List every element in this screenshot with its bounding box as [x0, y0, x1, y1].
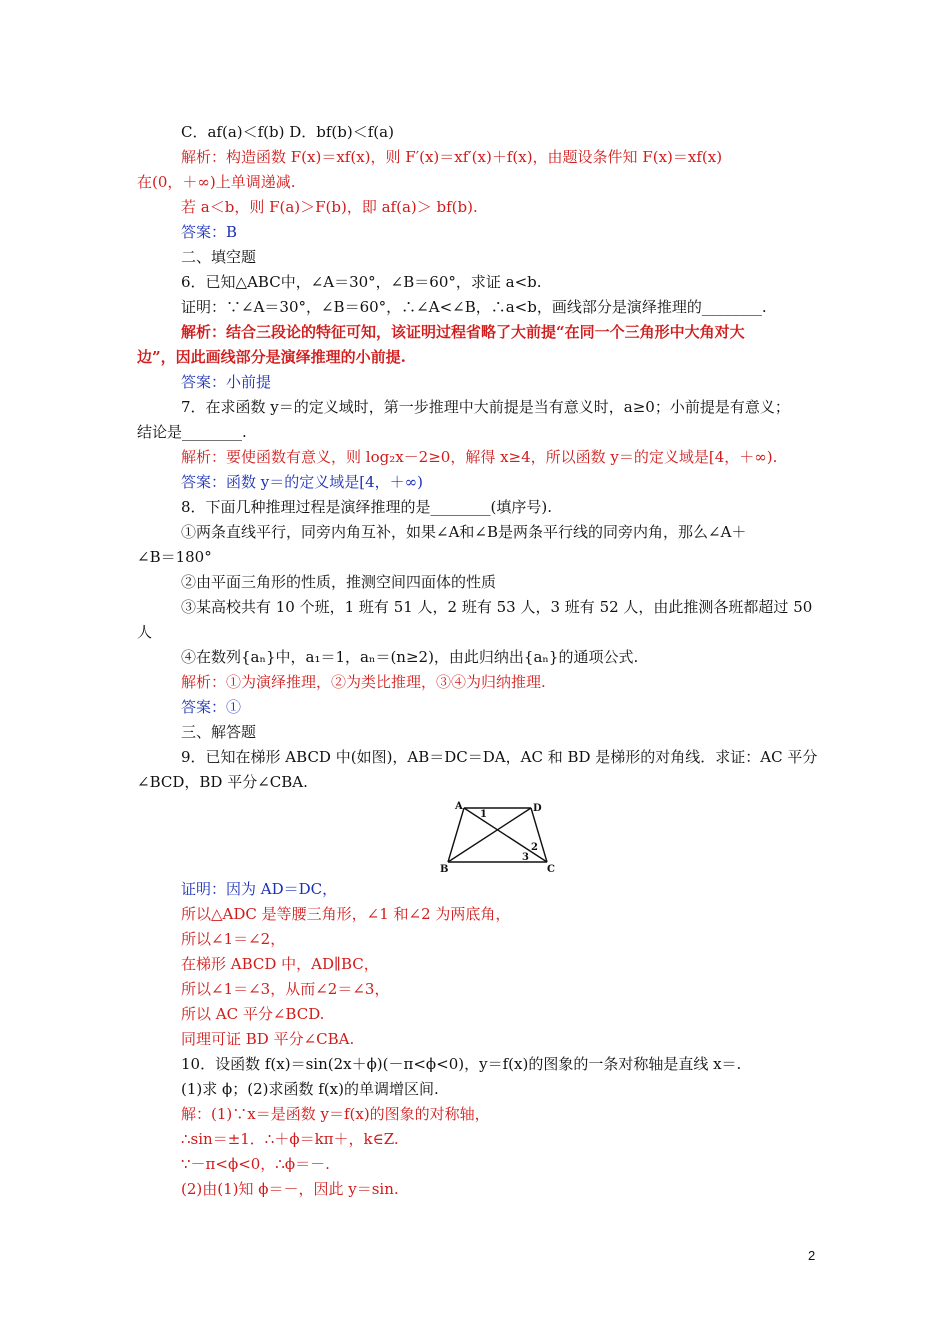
answer-5: 答案：B [181, 223, 238, 241]
vertex-c-label: C [547, 864, 555, 875]
section-fill-blank: 二、填空题 [181, 248, 257, 266]
question-8-item-1-cont: ∠B＝180° [137, 548, 212, 566]
answer-6: 答案：小前提 [181, 373, 272, 391]
question-9-cont: ∠BCD，BD 平分∠CBA. [137, 773, 308, 791]
solution-10-line-1: 解：(1)∵x＝是函数 y＝f(x)的图象的对称轴， [181, 1105, 490, 1123]
vertex-a-label: A [455, 801, 463, 812]
proof-9-line-4: 在梯形 ABCD 中，AD∥BC， [181, 955, 379, 973]
proof-9-line-2: 所以△ADC 是等腰三角形，∠1 和∠2 为两底角， [181, 905, 511, 923]
question-9: 9．已知在梯形 ABCD 中(如图)，AB＝DC＝DA，AC 和 BD 是梯形的对角线．求证：AC 平分 [181, 748, 818, 766]
proof-9-line-6: 所以 AC 平分∠BCD. [181, 1005, 325, 1023]
solution-10-line-2: ∴sin＝±1．∴＋ϕ＝kπ＋，k∈Z. [181, 1130, 399, 1148]
diagonal-ac [464, 808, 547, 862]
question-8-item-2: ②由平面三角形的性质，推测空间四面体的性质 [181, 573, 497, 591]
angle-2-label: 2 [531, 842, 538, 853]
analysis-5-cont: 在(0，＋∞)上单调递减. [137, 173, 296, 191]
question-8-item-1: ①两条直线平行，同旁内角互补，如果∠A和∠B是两条平行线的同旁内角，那么∠A＋ [181, 523, 747, 541]
question-6-proof: 证明：∵∠A＝30°，∠B＝60°，∴∠A<∠B，∴a<b，画线部分是演绎推理的________. [181, 298, 767, 316]
question-8-item-3: ③某高校共有 10 个班，1 班有 51 人，2 班有 53 人，3 班有 52 人，由此推测各班都超过 50 [181, 598, 813, 616]
proof-9-line-5: 所以∠1＝∠3，从而∠2＝∠3， [181, 980, 390, 998]
choices-cd: C．af(a)＜f(b) D．bf(b)＜f(a) [181, 123, 394, 141]
question-8: 8．下面几种推理过程是演绎推理的是________(填序号). [181, 498, 553, 516]
question-8-item-3-cont: 人 [137, 623, 153, 641]
solution-10-line-4: (2)由(1)知 ϕ＝－，因此 y＝sin. [181, 1180, 399, 1198]
vertex-d-label: D [533, 803, 542, 814]
question-7-cont: 结论是________. [137, 423, 247, 441]
proof-9-line-3: 所以∠1＝∠2， [181, 930, 286, 948]
analysis-5-cont2: 若 a＜b，则 F(a)＞F(b)，即 af(a)＞ bf(b). [181, 198, 478, 216]
page-number: 2 [808, 1248, 816, 1263]
analysis-7: 解析：要使函数有意义，则 log₂x－2≥0，解得 x≥4，所以函数 y＝的定义域是[4，＋∞). [181, 448, 778, 466]
diagonal-bd [448, 808, 531, 862]
question-10-parts: (1)求 ϕ；(2)求函数 f(x)的单调增区间. [181, 1080, 439, 1098]
solution-10-line-3: ∵－π<ϕ<0，∴ϕ＝－. [181, 1155, 330, 1173]
analysis-6-cont: 边”，因此画线部分是演绎推理的小前提. [137, 348, 406, 366]
answer-7: 答案：函数 y＝的定义域是[4，＋∞) [181, 473, 423, 491]
answer-8: 答案：① [181, 698, 242, 716]
trapezoid-figure [436, 800, 566, 876]
question-10: 10．设函数 f(x)＝sin(2x＋ϕ)(－π<ϕ<0)，y＝f(x)的图象的一条对称轴是直线 x＝. [181, 1055, 742, 1073]
vertex-b-label: B [440, 864, 449, 875]
proof-9-line-7: 同理可证 BD 平分∠CBA. [181, 1030, 355, 1048]
analysis-8: 解析：①为演绎推理，②为类比推理，③④为归纳推理. [181, 673, 546, 691]
question-8-item-4: ④在数列{aₙ}中，a₁＝1，aₙ＝(n≥2)，由此归纳出{aₙ}的通项公式. [181, 648, 639, 666]
question-7: 7．在求函数 y＝的定义域时，第一步推理中大前提是当有意义时，a≥0；小前提是有意义； [181, 398, 790, 416]
section-solutions: 三、解答题 [181, 723, 257, 741]
question-6: 6．已知△ABC中，∠A＝30°，∠B＝60°，求证 a<b. [181, 273, 542, 291]
analysis-6: 解析：结合三段论的特征可知，该证明过程省略了大前提“在同一个三角形中大角对大 [181, 323, 745, 341]
angle-3-label: 3 [522, 852, 529, 863]
angle-1-label: 1 [480, 809, 487, 820]
analysis-5: 解析：构造函数 F(x)＝xf(x)，则 F′(x)＝xf′(x)＋f(x)，由题设条件知 F(x)＝xf(x) [181, 148, 723, 166]
proof-9-label: 证明：因为 AD＝DC， [181, 880, 338, 898]
